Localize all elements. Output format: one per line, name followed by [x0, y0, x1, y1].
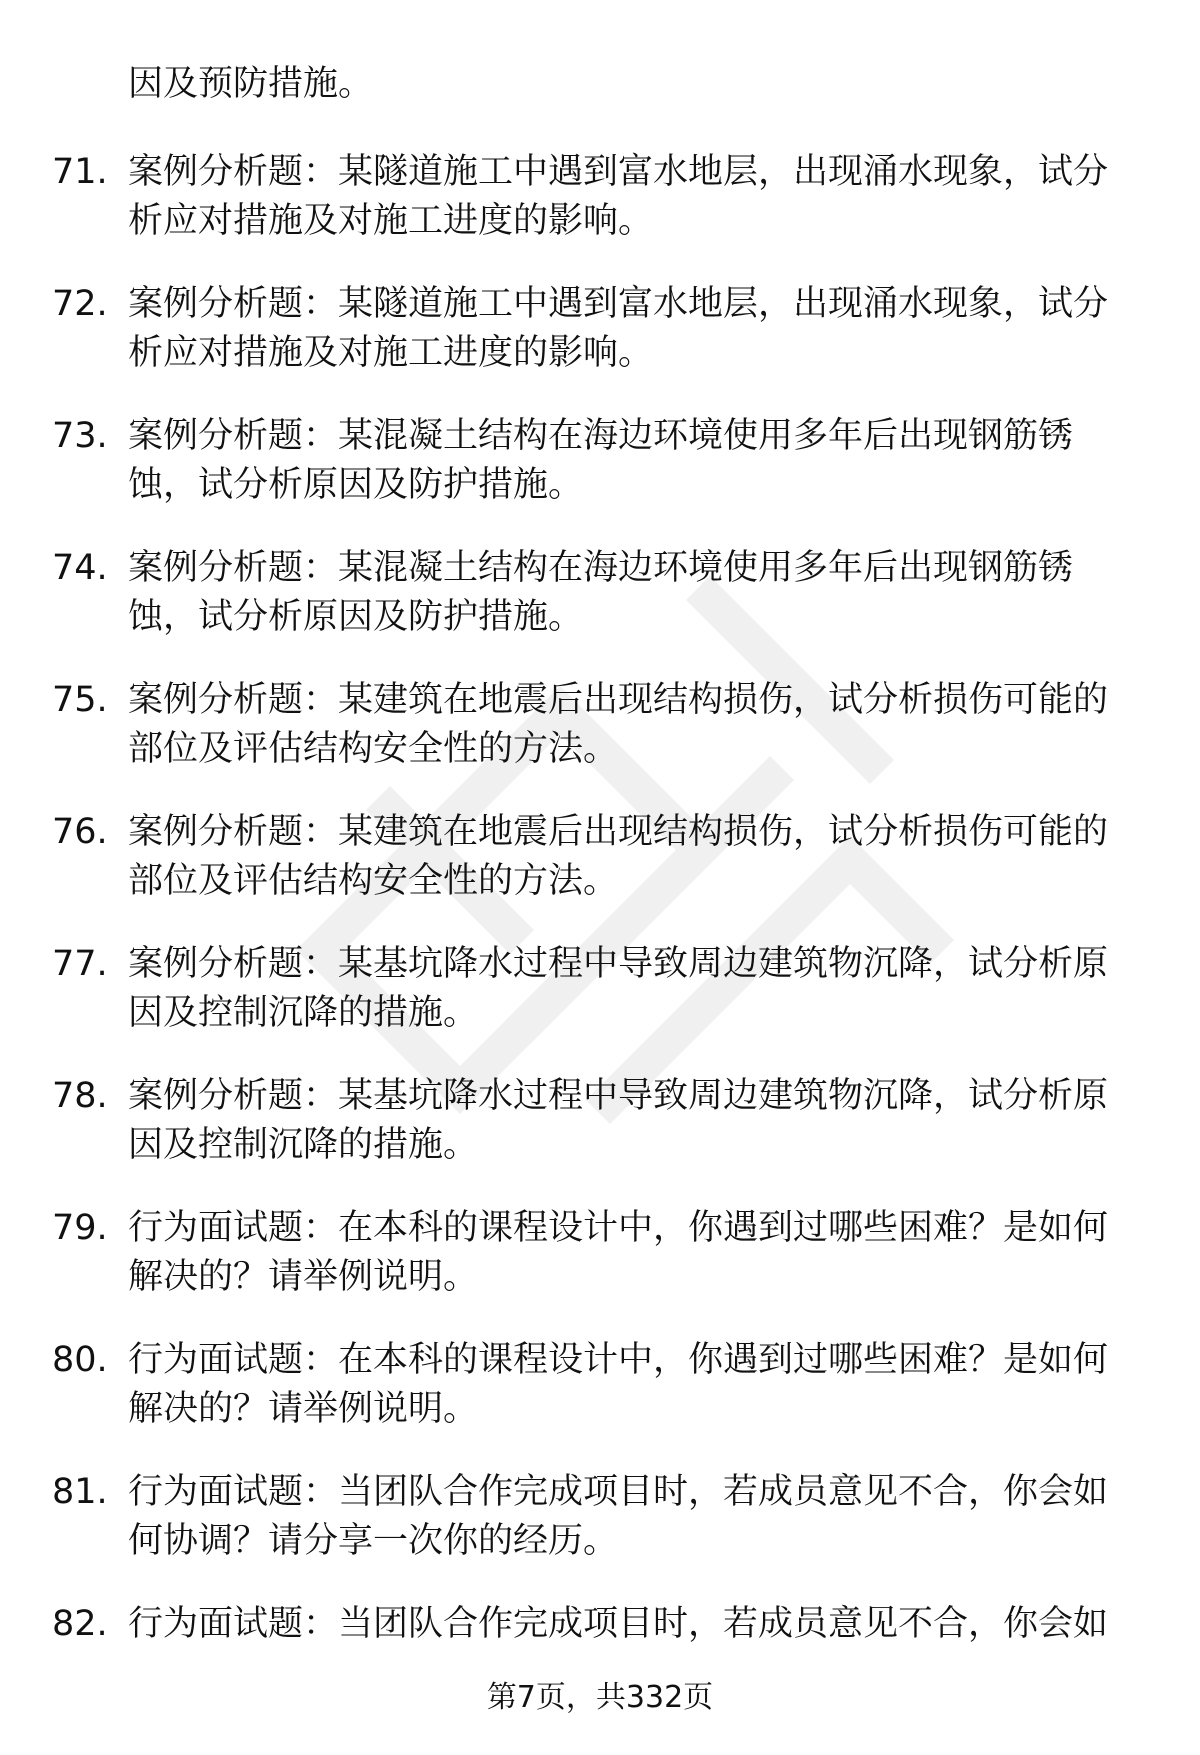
question-item — [0, 1072, 1200, 1204]
question-text: 行为面试题：在本科的课程设计中，你遇到过哪些困难？是如何解决的？请举例说明。 — [128, 1208, 1109, 1297]
question-number: 81. — [52, 1472, 108, 1512]
question-number: 77. — [52, 944, 108, 984]
question-text: 行为面试题：当团队合作完成项目时，若成员意见不合，你会如何协调？请分享一次你的经历。 — [128, 1472, 1109, 1561]
question-list — [0, 148, 1200, 1732]
question-number: 79. — [52, 1208, 108, 1248]
question-item — [0, 676, 1200, 808]
question-number: 76. — [52, 812, 108, 852]
question-text: 行为面试题：在本科的课程设计中，你遇到过哪些困难？是如何解决的？请举例说明。 — [128, 1340, 1109, 1429]
question-item — [0, 544, 1200, 676]
question-text: 案例分析题：某混凝土结构在海边环境使用多年后出现钢筋锈蚀，试分析原因及防护措施。 — [128, 416, 1074, 505]
question-number: 75. — [52, 680, 108, 720]
question-text: 行为面试题：当团队合作完成项目时，若成员意见不合，你会如 — [128, 1604, 1109, 1644]
question-text: 案例分析题：某隧道施工中遇到富水地层，出现涌水现象，试分析应对措施及对施工进度的影响。 — [128, 152, 1109, 241]
question-item — [0, 940, 1200, 1072]
question-number: 71. — [52, 152, 108, 192]
question-text: 案例分析题：某建筑在地震后出现结构损伤，试分析损伤可能的部位及评估结构安全性的方法。 — [128, 680, 1109, 769]
question-number: 72. — [52, 284, 108, 324]
question-item — [0, 280, 1200, 412]
question-text: 案例分析题：某基坑降水过程中导致周边建筑物沉降，试分析原因及控制沉降的措施。 — [128, 944, 1109, 1033]
question-number: 74. — [52, 548, 108, 588]
question-number: 80. — [52, 1340, 108, 1380]
question-number: 73. — [52, 416, 108, 456]
question-item — [0, 808, 1200, 940]
continuation-text: 因及预防措施。 — [128, 64, 374, 104]
page-footer: 第7页，共332页 — [486, 1680, 714, 1715]
question-number: 78. — [52, 1076, 108, 1116]
question-number: 82. — [52, 1604, 108, 1644]
question-item — [0, 412, 1200, 544]
question-item — [0, 1204, 1200, 1336]
question-text: 案例分析题：某混凝土结构在海边环境使用多年后出现钢筋锈蚀，试分析原因及防护措施。 — [128, 548, 1074, 637]
question-item — [0, 148, 1200, 280]
question-text: 案例分析题：某隧道施工中遇到富水地层，出现涌水现象，试分析应对措施及对施工进度的影响。 — [128, 284, 1109, 373]
question-text: 案例分析题：某基坑降水过程中导致周边建筑物沉降，试分析原因及控制沉降的措施。 — [128, 1076, 1109, 1165]
question-item — [0, 1468, 1200, 1600]
question-text: 案例分析题：某建筑在地震后出现结构损伤，试分析损伤可能的部位及评估结构安全性的方法。 — [128, 812, 1109, 901]
question-item — [0, 1336, 1200, 1468]
